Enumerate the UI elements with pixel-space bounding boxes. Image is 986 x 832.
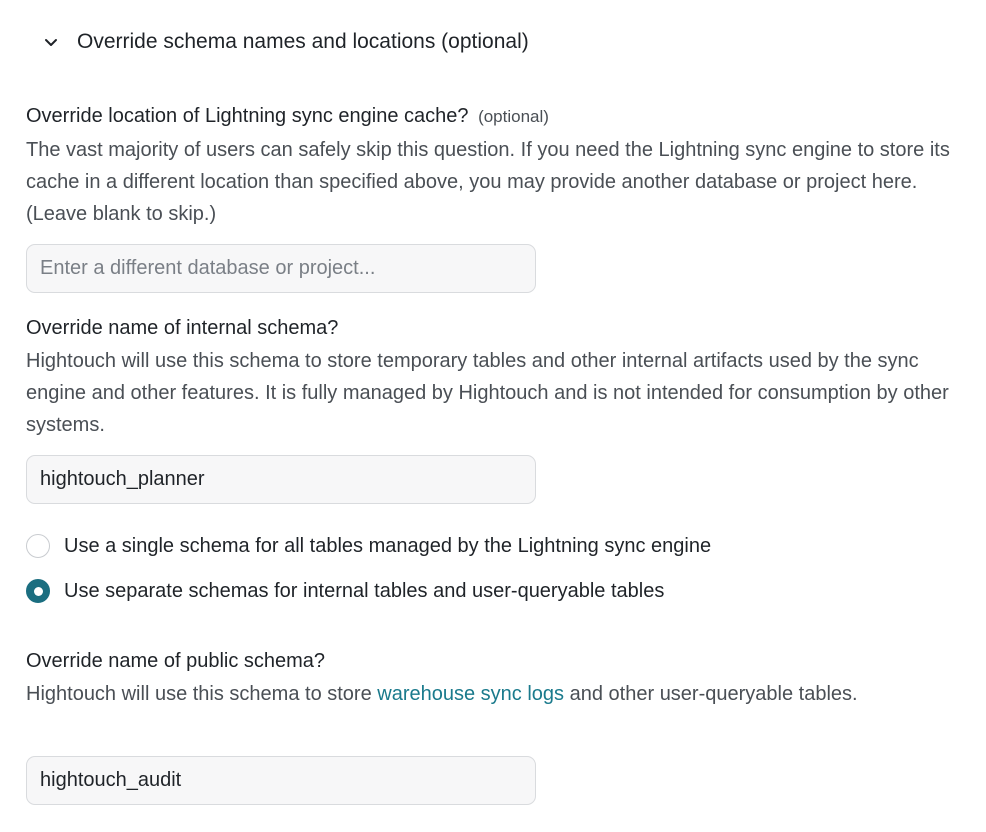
radio-label-separate-schemas: Use separate schemas for internal tables and user-queryable tables [64,579,665,602]
cache-location-label-row [26,105,549,128]
chevron-down-icon[interactable] [40,31,62,53]
internal-schema-description: Hightouch will use this schema to store temporary tables and other internal artifacts used by the sync engine and other features. It is fully managed by Hightouch and is not intended for consumption by other systems. [26,350,949,436]
internal-schema-input[interactable] [26,455,536,504]
public-schema-description [26,678,956,710]
radio-label-single-schema: Use a single schema for all tables managed by the Lightning sync engine [64,534,712,557]
public-schema-label: Override name of public schema? [26,650,326,672]
public-schema-input[interactable] [26,756,536,805]
cache-location-description: The vast majority of users can safely skip this question. If you need the Lightning sync engine to store its cache in a different location than specified above, you may provide another database or project here. (Leave blank to skip.) [26,139,950,225]
optional-tag: (optional) [478,107,549,126]
radio-option-single-schema[interactable] [26,534,711,558]
cache-location-input[interactable] [26,244,536,293]
public-schema-description-prefix: Hightouch will use this schema to store [26,683,378,705]
radio-single-schema[interactable] [26,534,50,558]
cache-location-label: Override location of Lightning sync engine cache? [26,105,469,127]
section-title: Override schema names and locations (optional) [77,30,529,53]
public-schema-description-suffix: and other user-queryable tables. [564,683,858,705]
radio-option-separate-schemas[interactable] [26,579,664,603]
internal-schema-label: Override name of internal schema? [26,317,339,339]
radio-separate-schemas[interactable] [26,579,50,603]
warehouse-sync-logs-link[interactable]: warehouse sync logs [377,683,565,705]
section-toggle[interactable] [40,24,529,60]
